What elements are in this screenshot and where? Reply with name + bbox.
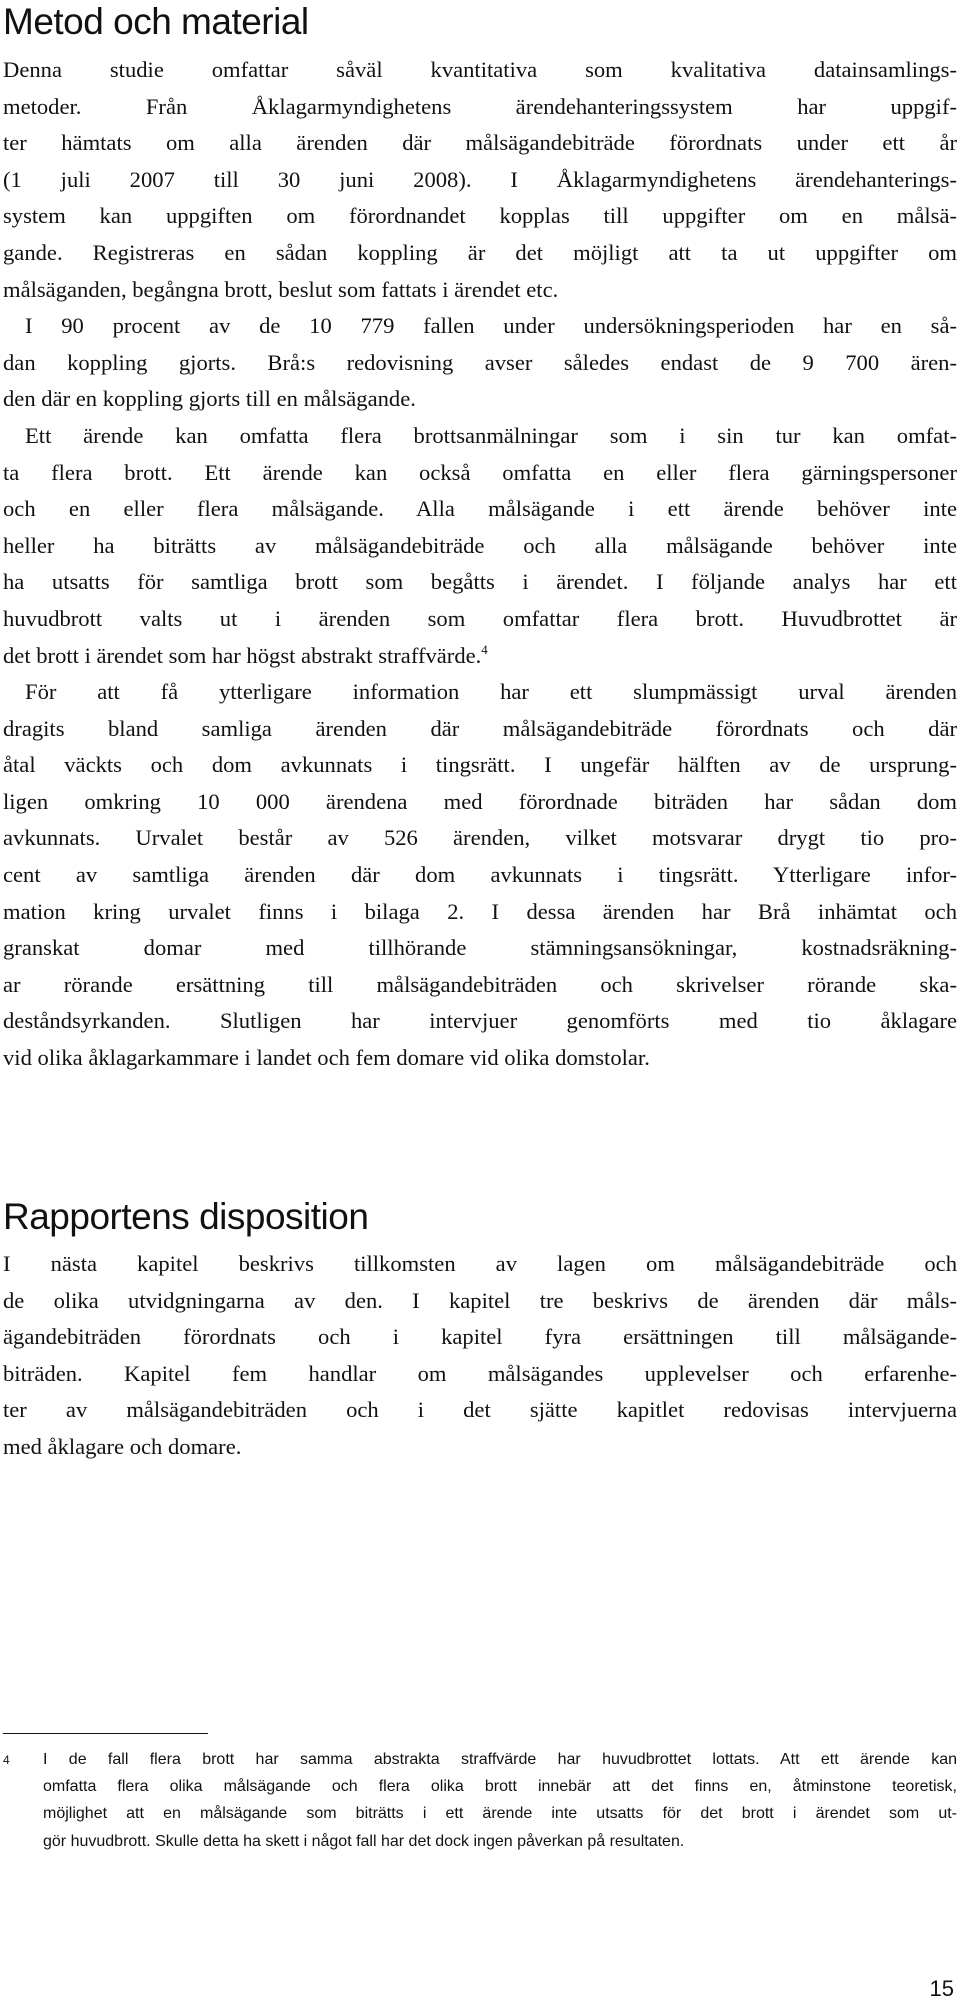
text-line: granskat domar med tillhörande stämningsansökningar, kostnadsräkning- <box>3 935 957 961</box>
text-line: den där en koppling gjorts till en målsägande. <box>3 386 416 412</box>
text-line: metoder. Från Åklagarmyndighetens ärendehanteringssystem har uppgif- <box>3 93 957 119</box>
text-line: gande. Registreras en sådan koppling är det möjligt att ta ut uppgifter om <box>3 239 957 265</box>
text-line: ar rörande ersättning till målsägandebiträden och skrivelser rörande ska- <box>3 971 957 997</box>
page-number: 15 <box>929 1976 954 2001</box>
text-line: biträden. Kapitel fem handlar om målsägandes upplevelser och erfarenhe- <box>3 1360 957 1386</box>
footnote <box>3 1746 957 1855</box>
paragraph <box>3 418 957 674</box>
footnote-reference: 4 <box>481 641 488 657</box>
text-line: För att få ytterligare information har ett slumpmässigt urval ärenden <box>25 679 957 705</box>
text-line: I nästa kapitel beskrivs tillkomsten av lagen om målsägandebiträde och <box>3 1251 957 1276</box>
text-line: I 90 procent av de 10 779 fallen under undersökningsperioden har en så- <box>25 313 957 339</box>
footnote-line: omfatta flera olika målsägande och flera olika brott innebär att det finns en, åtminstone teoretisk, <box>43 1778 957 1796</box>
text-line: ligen omkring 10 000 ärendena med förordnade biträden har sådan dom <box>3 788 957 814</box>
text-line: Ett ärende kan omfatta flera brottsanmälningar som i sin tur kan omfat- <box>25 422 957 448</box>
footnote-divider <box>3 1733 208 1734</box>
text-line: ägandebiträden förordnats och i kapitel fyra ersättningen till målsägande- <box>3 1324 957 1350</box>
section-heading-disposition: Rapportens disposition <box>3 1196 369 1237</box>
section-body-disposition <box>3 1246 957 1466</box>
text-line: heller ha biträtts av målsägandebiträde och alla målsägande behöver inte <box>3 532 957 558</box>
text-line: dan koppling gjorts. Brå:s redovisning avser således endast de 9 700 ären- <box>3 349 957 375</box>
text-line: avkunnats. Urvalet består av 526 ärenden, vilket motsvarar drygt tio pro- <box>3 825 957 851</box>
text-line: system kan uppgiften om förordnandet kopplas till uppgifter om en målsä- <box>3 203 957 229</box>
text-line: huvudbrott valts ut i ärenden som omfattar flera brott. Huvudbrottet är <box>3 605 957 631</box>
footnote-line: möjlighet att en målsägande som biträtts i ett ärende inte utsatts för det brott i ärendet som ut- <box>43 1805 957 1823</box>
text-line: de olika utvidgningarna av den. I kapitel tre beskrivs de ärenden där måls- <box>3 1287 957 1313</box>
text-line: deståndsyrkanden. Slutligen har intervjuer genomförts med tio åklagare <box>3 1008 957 1034</box>
text-line: ta flera brott. Ett ärende kan också omfatta en eller flera gärningspersoner <box>3 459 957 485</box>
paragraph <box>3 52 957 308</box>
text-line: ha utsatts för samtliga brott som begåtts i ärendet. I följande analys har ett <box>3 569 957 595</box>
text-line: (1 juli 2007 till 30 juni 2008). I Åklagarmyndighetens ärendehanterings- <box>3 166 957 192</box>
text-line: åtal väckts och dom avkunnats i tingsrätt. I ungefär hälften av de ursprung- <box>3 752 957 778</box>
section-body-metod <box>3 52 957 1077</box>
footnote-line: gör huvudbrott. Skulle detta ha skett i något fall har det dock ingen påverkan på resultaten. <box>43 1832 685 1850</box>
section-heading-metod: Metod och material <box>3 1 309 42</box>
text-line: ter av målsägandebiträden och i det sjätte kapitlet redovisas intervjuerna <box>3 1397 957 1423</box>
footnote-line: I de fall flera brott har samma abstrakta straffvärde har huvudbrottet lottats. Att ett ärende kan <box>43 1751 957 1768</box>
text-line: målsäganden, begångna brott, beslut som fattats i ärendet etc. <box>3 276 559 302</box>
paragraph <box>3 674 957 1077</box>
paragraph <box>3 308 957 418</box>
text-line: och en eller flera målsägande. Alla målsägande i ett ärende behöver inte <box>3 496 957 522</box>
paragraph <box>3 1246 957 1466</box>
text-line: vid olika åklagarkammare i landet och fem domare vid olika domstolar. <box>3 1045 650 1071</box>
text-line: dragits bland samliga ärenden där målsägandebiträde förordnats och där <box>3 715 957 741</box>
text-line: ter hämtats om alla ärenden där målsägandebiträde förordnats under ett år <box>3 130 957 156</box>
text-line <box>3 638 957 675</box>
text-line: mation kring urvalet finns i bilaga 2. I dessa ärenden har Brå inhämtat och <box>3 898 957 924</box>
text-line: Denna studie omfattar såväl kvantitativa som kvalitativa datainsamlings- <box>3 57 957 82</box>
text-line-content: det brott i ärendet som har högst abstrakt straffvärde. <box>3 642 482 668</box>
footnote-text <box>43 1746 957 1855</box>
text-line: cent av samtliga ärenden där dom avkunnats i tingsrätt. Ytterligare infor- <box>3 862 957 888</box>
footnote-number: 4 <box>3 1753 10 1767</box>
text-line: med åklagare och domare. <box>3 1433 242 1459</box>
